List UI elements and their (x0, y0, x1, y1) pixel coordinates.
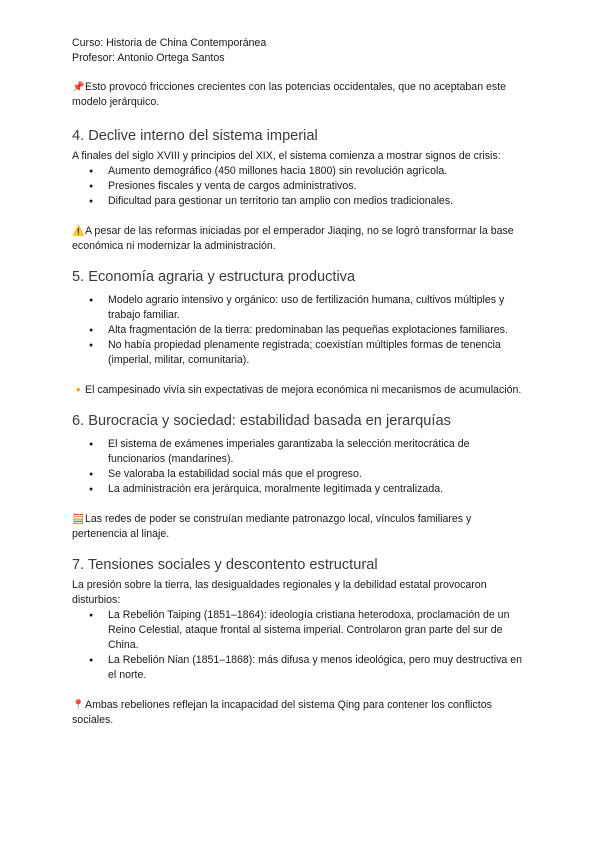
section-4-note-text: A pesar de las reformas iniciadas por el emperador Jiaqing, no se logró transformar la base económica ni modernizar la administración. (72, 225, 514, 252)
warning-icon: ⚠️ (72, 226, 85, 237)
orange-diamond-icon: 🔸 (72, 385, 85, 396)
section-7-title: 7. Tensiones sociales y descontento estructural (72, 557, 378, 573)
section-4-list (72, 164, 528, 209)
section-5-title: 5. Economía agraria y estructura productiva (72, 269, 356, 285)
section-6-note-text: Las redes de poder se construían mediante patronazgo local, vínculos familiares y pertenencia al linaje. (72, 513, 472, 540)
list-item: ● La administración era jerárquica, moralmente legitimada y centralizada. (108, 482, 528, 497)
section-6-list (72, 437, 528, 497)
section-4-title: 4. Declive interno del sistema imperial (72, 128, 318, 144)
list-item: ● La Rebelión Nian (1851–1868): más difusa y menos ideológica, pero muy destructiva en el norte. (108, 653, 528, 683)
list-item: ● No había propiedad plenamente registrada; coexistían múltiples formas de tenencia (imperial, militar, comunitaria). (108, 338, 528, 368)
list-item: ● Aumento demográfico (450 millones hacia 1800) sin revolución agrícola. (108, 164, 528, 179)
list-item: ● Se valoraba la estabilidad social más que el progreso. (108, 467, 528, 482)
abacus-icon: 🧮 (72, 514, 85, 525)
list-item: ● La Rebelión Taiping (1851–1864): ideología cristiana heterodoxa, proclamación de un Reino Celestial, ataque frontal al sistema imperial. Controlaron gran parte del sur de China. (108, 608, 528, 653)
professor-line: Profesor: Antonio Ortega Santos (72, 52, 225, 64)
section-5-note (72, 383, 528, 398)
intro-note-text: Esto provocó fricciones crecientes con las potencias occidentales, que no aceptaban este modelo jerárquico. (72, 81, 507, 108)
section-7-list (72, 608, 528, 683)
section-7-note (72, 698, 528, 728)
section-7-lead: La presión sobre la tierra, las desigualdades regionales y la debilidad estatal provocaron disturbios: (72, 579, 487, 606)
section-6-note (72, 512, 528, 542)
section-6-title: 6. Burocracia y sociedad: estabilidad basada en jerarquías (72, 413, 451, 429)
list-item: ● Dificultad para gestionar un territorio tan amplio con medios tradicionales. (108, 194, 528, 209)
intro-note (72, 80, 528, 110)
section-4-lead: A finales del siglo XVIII y principios del XIX, el sistema comienza a mostrar signos de crisis: (72, 150, 501, 162)
section-4-note (72, 224, 528, 254)
list-item: ● Alta fragmentación de la tierra: predominaban las pequeñas explotaciones familiares. (108, 323, 528, 338)
course-line: Curso: Historia de China Contemporánea (72, 37, 267, 49)
section-5-list (72, 293, 528, 368)
list-item: ● Modelo agrario intensivo y orgánico: uso de fertilización humana, cultivos múltiples y trabajo familiar. (108, 293, 528, 323)
list-item: ● El sistema de exámenes imperiales garantizaba la selección meritocrática de funcionarios (mandarines). (108, 437, 528, 467)
section-5-note-text: El campesinado vivía sin expectativas de mejora económica ni mecanismos de acumulación. (85, 384, 522, 396)
list-item: ● Presiones fiscales y venta de cargos administrativos. (108, 179, 528, 194)
round-pushpin-icon: 📍 (72, 700, 85, 711)
pushpin-icon: 📌 (72, 82, 85, 93)
section-7-note-text: Ambas rebeliones reflejan la incapacidad del sistema Qing para contener los conflictos sociales. (72, 699, 492, 726)
